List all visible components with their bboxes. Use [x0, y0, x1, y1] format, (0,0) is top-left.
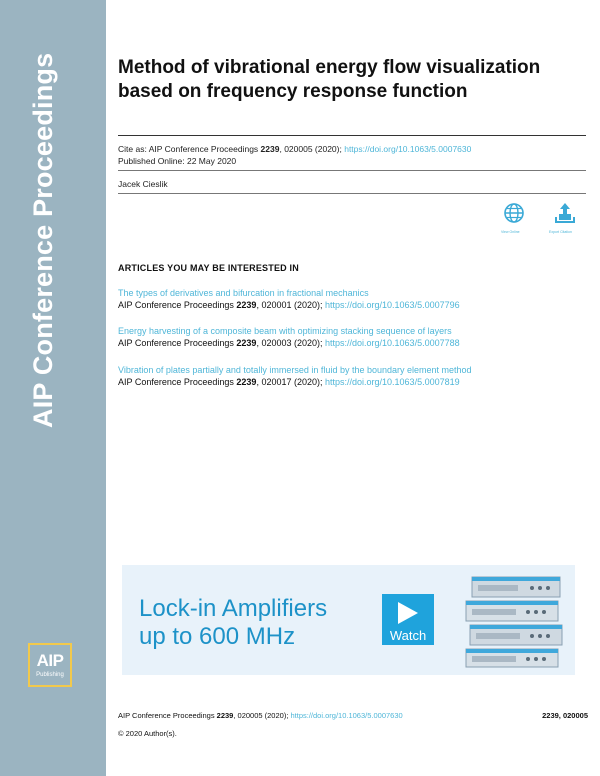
- watch-label: Watch: [389, 628, 427, 643]
- export-citation-button[interactable]: [552, 200, 578, 231]
- published-date: Published Online: 22 May 2020: [118, 156, 237, 166]
- page-number: 2239, 020005: [542, 711, 588, 720]
- footer-rest: , 020005 (2020);: [233, 711, 291, 720]
- watch-button[interactable]: [382, 594, 434, 645]
- cite-suffix: , 020005 (2020);: [279, 144, 345, 154]
- related-article-title[interactable]: The types of derivatives and bifurcation in fractional mechanics: [118, 288, 369, 298]
- logo-main-text: AIP: [36, 651, 64, 670]
- ad-line-1: Lock-in Amplifiers: [139, 595, 328, 622]
- advertisement-banner[interactable]: [122, 565, 575, 675]
- related-article-volume: 2239: [236, 377, 257, 387]
- related-article-journal: AIP Conference Proceedings: [118, 300, 237, 310]
- list-item: [118, 287, 588, 312]
- author-name[interactable]: Jacek Cieslik: [118, 179, 168, 189]
- meta-divider: [118, 170, 586, 171]
- cite-line: [118, 144, 471, 154]
- footer-journal: AIP Conference Proceedings: [118, 711, 217, 720]
- related-article-volume: 2239: [236, 338, 257, 348]
- related-article-cite: [118, 376, 588, 389]
- ad-headline: [139, 595, 327, 651]
- related-article-doi-link[interactable]: https://doi.org/10.1063/5.0007788: [325, 338, 460, 348]
- footer-doi-link[interactable]: https://doi.org/10.1063/5.0007630: [290, 711, 403, 720]
- cite-volume: 2239: [260, 144, 280, 154]
- list-item: [118, 325, 588, 350]
- title-divider: [118, 135, 586, 136]
- view-online-label: View Online: [501, 230, 520, 234]
- related-article-volume: 2239: [236, 300, 257, 310]
- related-article-title[interactable]: Vibration of plates partially and totally immersed in fluid by the boundary element method: [118, 365, 472, 375]
- ad-line-2: up to 600 MHz: [139, 623, 296, 650]
- footer-citation: [118, 711, 403, 720]
- export-icon: [552, 200, 578, 226]
- paper-title: Method of vibrational energy flow visualization based on frequency response function: [118, 57, 541, 102]
- journal-name: AIP Conference Proceedings: [28, 52, 58, 428]
- related-article-rest: , 020001 (2020);: [256, 300, 325, 310]
- copyright-notice: © 2020 Author(s).: [118, 729, 177, 738]
- related-article-doi-link[interactable]: https://doi.org/10.1063/5.0007796: [325, 300, 460, 310]
- related-article-title[interactable]: Energy harvesting of a composite beam with optimizing stacking sequence of layers: [118, 326, 452, 336]
- related-article-journal: AIP Conference Proceedings: [118, 338, 237, 348]
- related-article-journal: AIP Conference Proceedings: [118, 377, 237, 387]
- play-icon: [398, 602, 418, 624]
- related-articles-heading: ARTICLES YOU MAY BE INTERESTED IN: [118, 263, 299, 273]
- export-citation-label: Export Citation: [549, 230, 572, 234]
- cite-doi-link[interactable]: https://doi.org/10.1063/5.0007630: [344, 144, 472, 154]
- globe-icon: [501, 200, 527, 226]
- journal-sidebar: [0, 0, 106, 776]
- related-article-cite: [118, 299, 588, 312]
- related-article-doi-link[interactable]: https://doi.org/10.1063/5.0007819: [325, 377, 460, 387]
- related-article-rest: , 020003 (2020);: [256, 338, 325, 348]
- related-article-cite: [118, 337, 588, 350]
- footer-volume: 2239: [216, 711, 234, 720]
- logo-sub-text: Publishing: [36, 672, 64, 678]
- view-online-button[interactable]: [501, 200, 527, 231]
- aip-publishing-logo[interactable]: [28, 643, 72, 687]
- list-item: [118, 364, 588, 389]
- cite-prefix: Cite as: AIP Conference Proceedings: [118, 144, 261, 154]
- lock-in-amplifier-devices-image: [462, 573, 567, 671]
- related-article-rest: , 020017 (2020);: [256, 377, 325, 387]
- author-divider: [118, 193, 586, 194]
